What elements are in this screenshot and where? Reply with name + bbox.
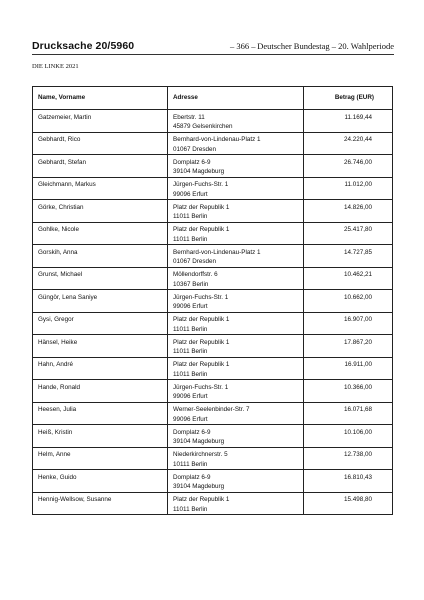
cell-address [168, 290, 304, 313]
address-street: Platz der Republik 1 [173, 338, 230, 346]
table-body [33, 110, 393, 515]
cell-name: Heiß, Kristin [33, 425, 168, 448]
cell-address [168, 155, 304, 178]
address-street: Möllendorffstr. 6 [173, 271, 218, 278]
cell-name: Grunst, Michael [33, 267, 168, 290]
address-street: Domplatz 6-9 [173, 158, 211, 166]
cell-name: Helm, Anne [33, 447, 168, 470]
cell-name: Hahn, André [33, 357, 168, 380]
address-city: 11011 Berlin [173, 348, 208, 355]
cell-address [168, 335, 304, 358]
cell-address [168, 492, 304, 515]
address-city: 11011 Berlin [173, 325, 208, 333]
cell-name: Gatzemeier, Martin [33, 110, 168, 133]
table-row [33, 200, 393, 223]
cell-name: Gorskih, Anna [33, 245, 168, 268]
doc-number: Drucksache 20/5960 [32, 40, 135, 52]
cell-amount: 25.417,80 [304, 222, 393, 245]
table-header-row [33, 87, 393, 110]
table-row [33, 447, 393, 470]
address-city: 01067 Dresden [173, 145, 217, 153]
cell-address [168, 245, 304, 268]
cell-address [168, 357, 304, 380]
cell-address [168, 110, 304, 133]
cell-amount: 15.498,80 [304, 492, 393, 515]
address-street: Niederkirchnerstr. 5 [173, 451, 228, 458]
cell-name: Hande, Ronald [33, 380, 168, 403]
cell-name: Henke, Guido [33, 470, 168, 493]
table-row [33, 492, 393, 515]
donations-table [32, 86, 393, 515]
table-row [33, 155, 393, 178]
cell-name: Heesen, Julia [33, 402, 168, 425]
address-street: Jürgen-Fuchs-Str. 1 [173, 383, 229, 391]
address-city: 11011 Berlin [173, 505, 208, 513]
cell-amount: 11.169,44 [304, 110, 393, 133]
address-street: Jürgen-Fuchs-Str. 1 [173, 181, 229, 188]
cell-amount: 24.220,44 [304, 132, 393, 155]
cell-address [168, 177, 304, 200]
address-street: Platz der Republik 1 [173, 316, 230, 323]
cell-amount: 16.810,43 [304, 470, 393, 493]
cell-name: Gysi, Gregor [33, 312, 168, 335]
table-row [33, 222, 393, 245]
cell-amount: 10.366,00 [304, 380, 393, 403]
cell-name: Gebhardt, Rico [33, 132, 168, 155]
address-city: 99096 Erfurt [173, 190, 208, 198]
address-street: Platz der Republik 1 [173, 496, 230, 503]
cell-amount: 16.071,68 [304, 402, 393, 425]
cell-name: Hennig-Wellsow, Susanne [33, 492, 168, 515]
column-header-amount: Betrag (EUR) [304, 87, 393, 110]
address-city: 10367 Berlin [173, 280, 209, 288]
address-city: 99096 Erfurt [173, 415, 208, 423]
table-row [33, 110, 393, 133]
address-city: 11011 Berlin [173, 370, 208, 378]
address-city: 10111 Berlin [173, 460, 208, 468]
cell-address [168, 222, 304, 245]
table-row [33, 357, 393, 380]
header-rule [32, 54, 394, 55]
cell-amount: 16.907,00 [304, 312, 393, 335]
cell-address [168, 132, 304, 155]
table-row [33, 312, 393, 335]
cell-name: Güngör, Lena Saniye [33, 290, 168, 313]
table-row [33, 470, 393, 493]
table-row [33, 380, 393, 403]
cell-address [168, 380, 304, 403]
address-street: Ebertstr. 11 [173, 113, 205, 121]
cell-address [168, 267, 304, 290]
address-city: 11011 Berlin [173, 213, 208, 220]
address-city: 99096 Erfurt [173, 393, 208, 400]
table-row [33, 267, 393, 290]
address-city: 45879 Gelsenkirchen [173, 123, 233, 130]
address-street: Platz der Republik 1 [173, 361, 230, 368]
cell-name: Hänsel, Heike [33, 335, 168, 358]
cell-amount: 14.727,85 [304, 245, 393, 268]
cell-name: Gebhardt, Stefan [33, 155, 168, 178]
table-row [33, 335, 393, 358]
cell-name: Gleichmann, Markus [33, 177, 168, 200]
cell-address [168, 447, 304, 470]
address-city: 11011 Berlin [173, 235, 208, 243]
page-number: – 366 – [230, 41, 256, 51]
cell-amount: 11.012,00 [304, 177, 393, 200]
cell-address [168, 425, 304, 448]
address-city: 39104 Magdeburg [173, 438, 225, 445]
table-row [33, 132, 393, 155]
address-street: Domplatz 6-9 [173, 473, 211, 481]
table-row [33, 402, 393, 425]
column-header-address: Adresse [168, 87, 304, 110]
table-row [33, 245, 393, 268]
cell-amount: 26.746,00 [304, 155, 393, 178]
party-label: DIE LINKE 2021 [32, 63, 79, 70]
cell-name: Görke, Christian [33, 200, 168, 223]
cell-address [168, 470, 304, 493]
cell-amount: 10.106,00 [304, 425, 393, 448]
table-row [33, 177, 393, 200]
address-street: Werner-Seelenbinder-Str. 7 [173, 406, 250, 413]
address-street: Jürgen-Fuchs-Str. 1 [173, 293, 229, 301]
address-city: 01067 Dresden [173, 258, 217, 265]
address-street: Platz der Republik 1 [173, 226, 230, 233]
cell-amount: 10.662,00 [304, 290, 393, 313]
address-street: Bernhard-von-Lindenau-Platz 1 [173, 248, 261, 256]
cell-amount: 10.462,21 [304, 267, 393, 290]
address-street: Bernhard-von-Lindenau-Platz 1 [173, 136, 261, 143]
address-city: 99096 Erfurt [173, 303, 208, 310]
cell-amount: 17.867,20 [304, 335, 393, 358]
address-street: Platz der Republik 1 [173, 203, 230, 211]
cell-name: Gohlke, Nicole [33, 222, 168, 245]
address-city: 39104 Magdeburg [173, 483, 225, 490]
column-header-name: Name, Vorname [33, 87, 168, 110]
cell-amount: 14.826,00 [304, 200, 393, 223]
cell-amount: 12.738,00 [304, 447, 393, 470]
page-header [32, 40, 394, 54]
address-city: 39104 Magdeburg [173, 168, 225, 175]
address-street: Domplatz 6-9 [173, 428, 211, 436]
header-title: Deutscher Bundestag – 20. Wahlperiode [257, 41, 394, 51]
table-row [33, 425, 393, 448]
cell-address [168, 402, 304, 425]
table-row [33, 290, 393, 313]
cell-address [168, 200, 304, 223]
cell-address [168, 312, 304, 335]
cell-amount: 16.911,00 [304, 357, 393, 380]
